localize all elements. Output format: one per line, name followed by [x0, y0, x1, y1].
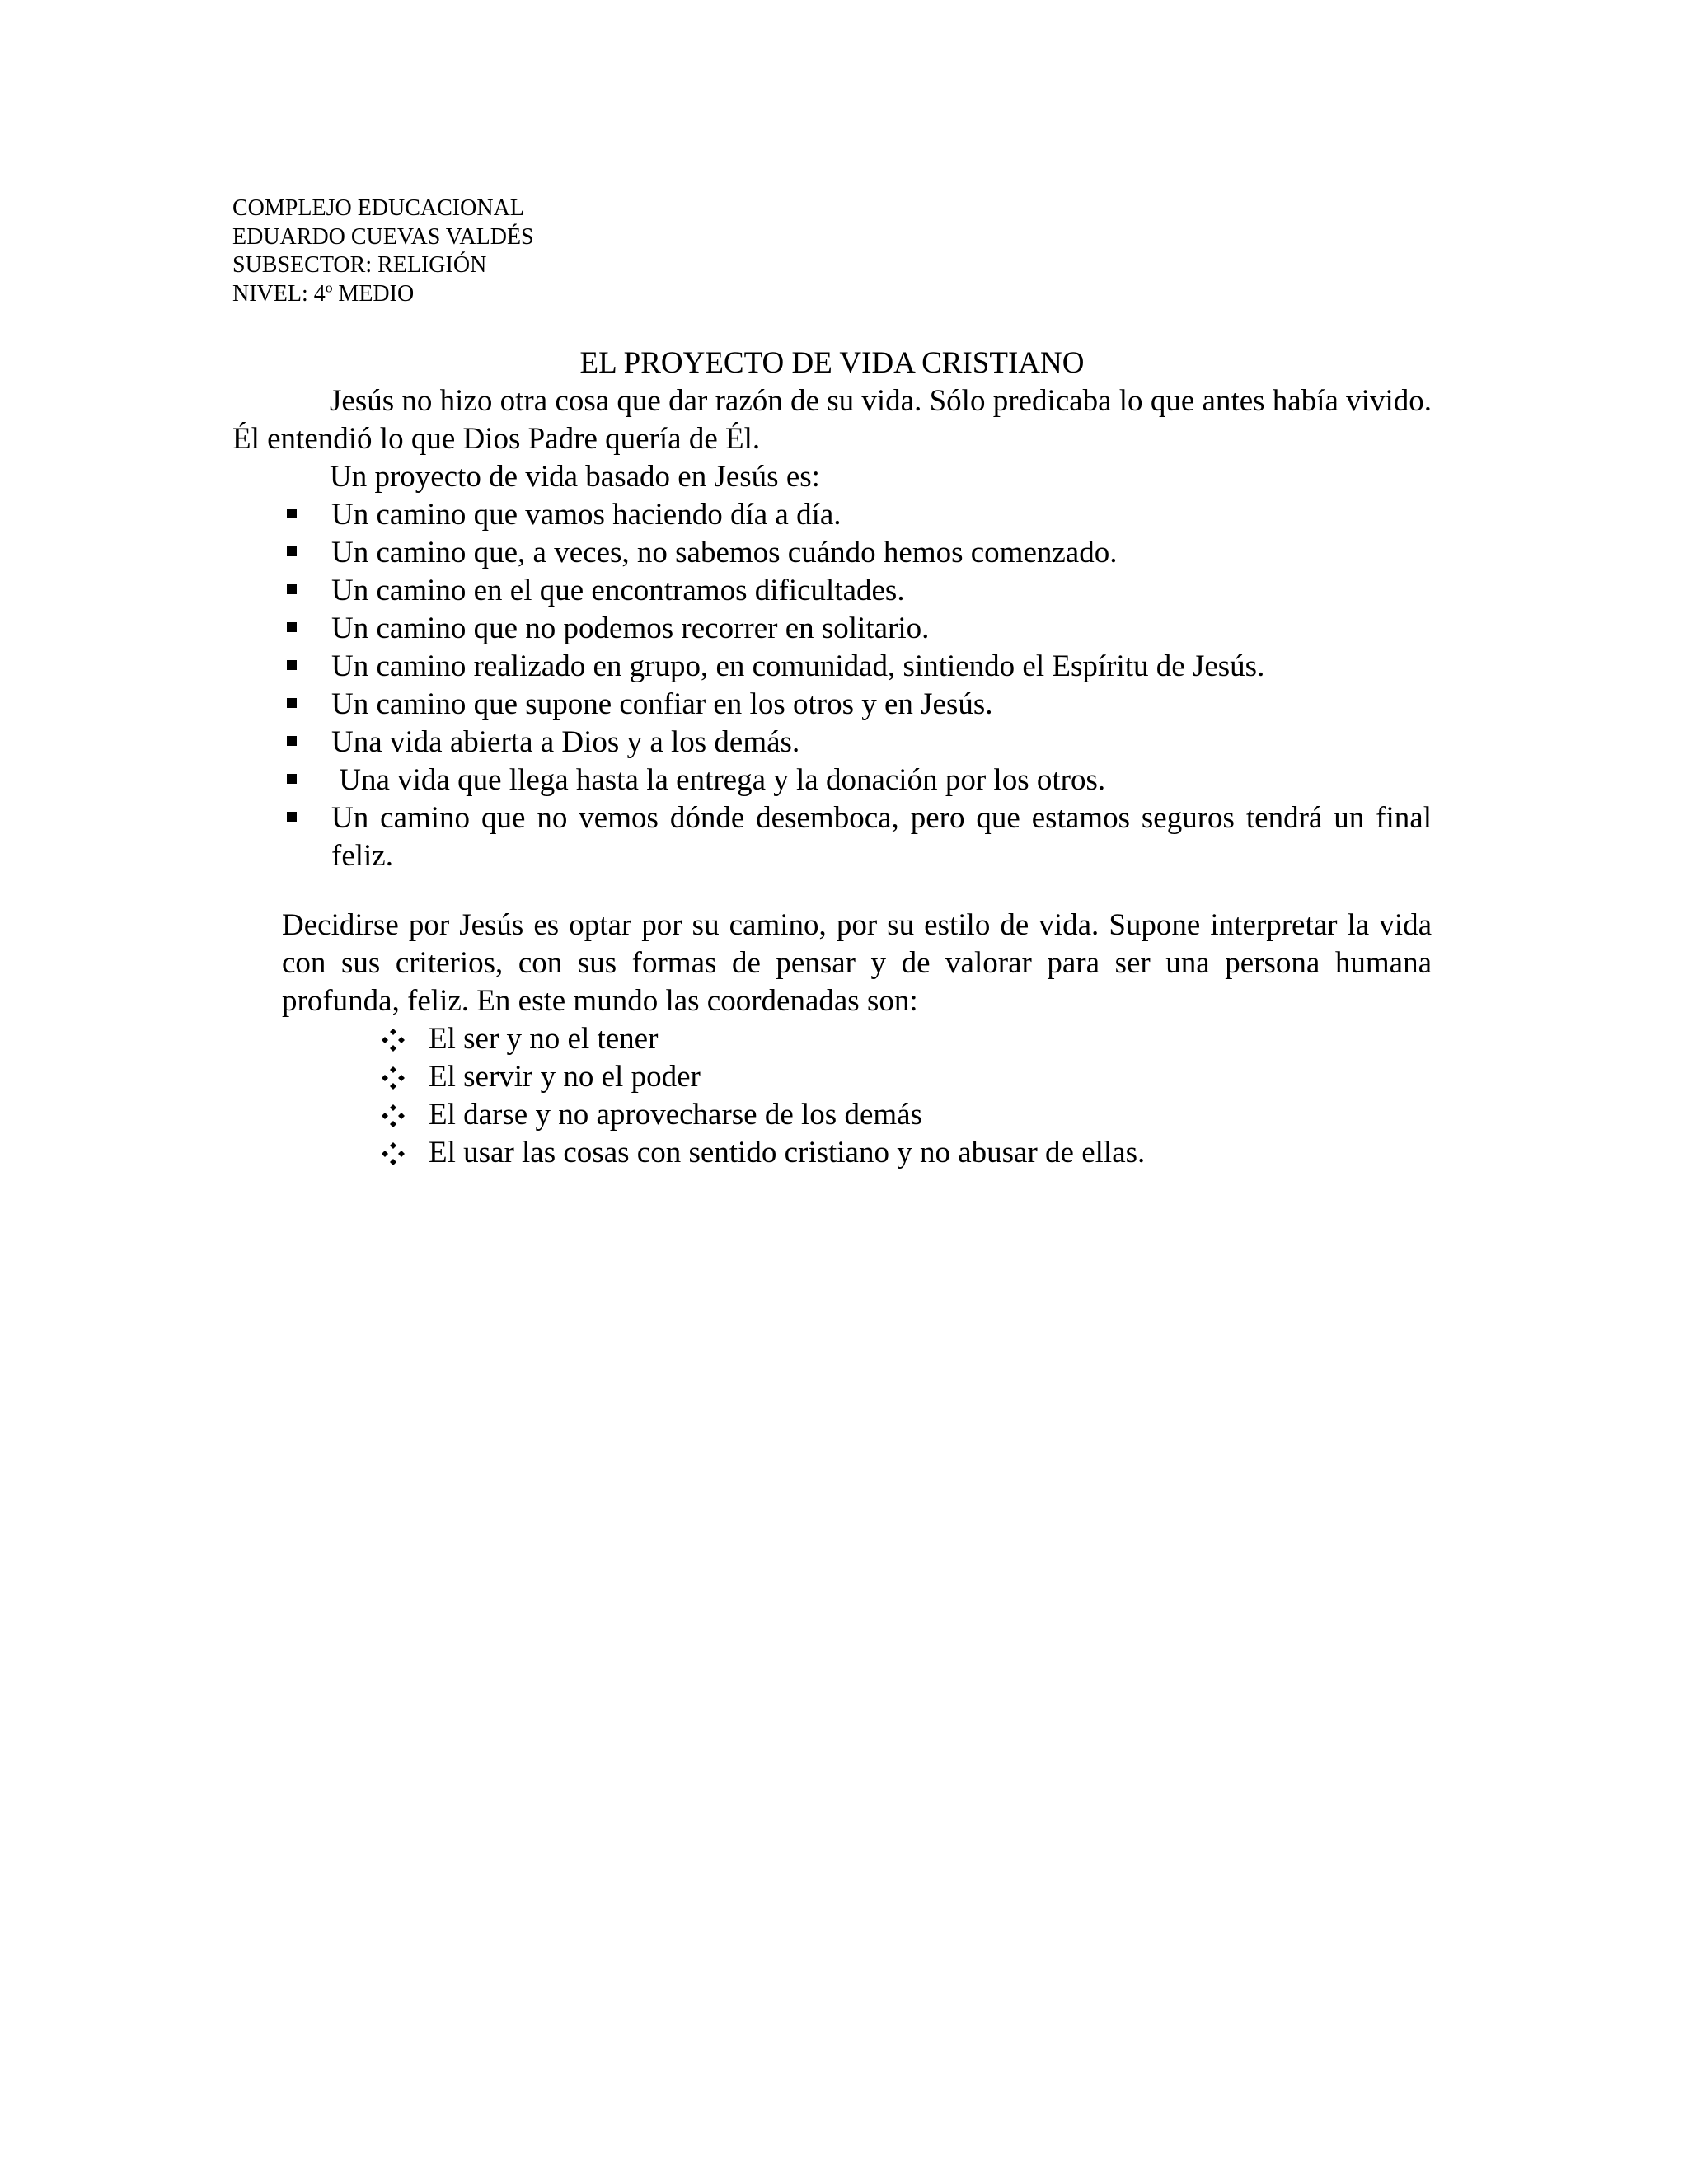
- list-item: [282, 762, 1432, 799]
- list-item: [282, 799, 1432, 875]
- list-item-text: Una vida que llega hasta la entrega y la donación por los otros.: [331, 763, 1106, 797]
- square-bullet-icon: [287, 774, 297, 784]
- list-item-text: Un camino que no podemos recorrer en solitario.: [331, 612, 930, 645]
- list-item: [282, 686, 1432, 724]
- header-line-institution: COMPLEJO EDUCACIONAL: [232, 195, 524, 221]
- square-bullet-icon: [287, 698, 297, 708]
- intro-section: [232, 382, 1432, 496]
- list-item: [282, 496, 1432, 534]
- four-diamond-bullet-icon: [381, 1066, 406, 1090]
- list-item-text: Un camino realizado en grupo, en comunidad, sintiendo el Espíritu de Jesús.: [331, 649, 1265, 683]
- list-item: [282, 724, 1432, 762]
- four-diamond-bullet-icon: [381, 1104, 406, 1128]
- closing-paragraph: Decidirse por Jesús es optar por su camino, por su estilo de vida. Supone interpretar la vida con sus criterios, con sus formas de pensar y de valorar para ser una persona humana profunda, feliz. En este mundo las coordenadas son:: [282, 908, 1432, 1018]
- list-item-text: Un camino en el que encontramos dificultades.: [331, 574, 905, 607]
- list-item-text: Una vida abierta a Dios y a los demás.: [331, 725, 800, 759]
- list-item: [282, 610, 1432, 648]
- project-bullet-list: [282, 496, 1432, 875]
- four-diamond-bullet-icon: [381, 1141, 406, 1166]
- square-bullet-icon: [287, 546, 297, 556]
- coordinates-list: [381, 1020, 1432, 1172]
- list-item: [381, 1058, 1432, 1096]
- list-item: [282, 572, 1432, 610]
- document-title: EL PROYECTO DE VIDA CRISTIANO: [579, 346, 1085, 380]
- list-item-text: El darse y no aprovecharse de los demás: [429, 1098, 922, 1132]
- list-item: [381, 1096, 1432, 1134]
- list-item-text: Un camino que supone confiar en los otros y en Jesús.: [331, 687, 993, 721]
- header-line-subsector: SUBSECTOR: RELIGIÓN: [232, 252, 487, 278]
- square-bullet-icon: [287, 509, 297, 518]
- square-bullet-icon: [287, 622, 297, 632]
- list-item-text: Un camino que no vemos dónde desemboca, pero que estamos seguros tendrá un final feliz.: [331, 801, 1432, 873]
- square-bullet-icon: [287, 812, 297, 822]
- square-bullet-icon: [287, 584, 297, 594]
- square-bullet-icon: [287, 660, 297, 670]
- list-item: [282, 534, 1432, 572]
- list-item: [381, 1134, 1432, 1172]
- school-header: [232, 194, 534, 308]
- list-item: [381, 1020, 1432, 1058]
- four-diamond-bullet-icon: [381, 1028, 406, 1052]
- list-item-text: Un camino que, a veces, no sabemos cuándo hemos comenzado.: [331, 536, 1118, 569]
- header-line-level: NIVEL: 4º MEDIO: [232, 280, 415, 307]
- list-item-text: Un camino que vamos haciendo día a día.: [331, 498, 842, 532]
- header-line-school-name: EDUARDO CUEVAS VALDÉS: [232, 223, 534, 250]
- intro-list-lead: Un proyecto de vida basado en Jesús es:: [330, 460, 820, 494]
- list-item-text: El servir y no el poder: [429, 1060, 701, 1094]
- intro-paragraph: Jesús no hizo otra cosa que dar razón de su vida. Sólo predicaba lo que antes había vivido. Él entendió lo que Dios Padre quería de Él.: [232, 384, 1432, 456]
- square-bullet-icon: [287, 736, 297, 746]
- list-item: [282, 648, 1432, 686]
- list-item-text: El usar las cosas con sentido cristiano y no abusar de ellas.: [429, 1136, 1146, 1169]
- list-item-text: El ser y no el tener: [429, 1022, 659, 1056]
